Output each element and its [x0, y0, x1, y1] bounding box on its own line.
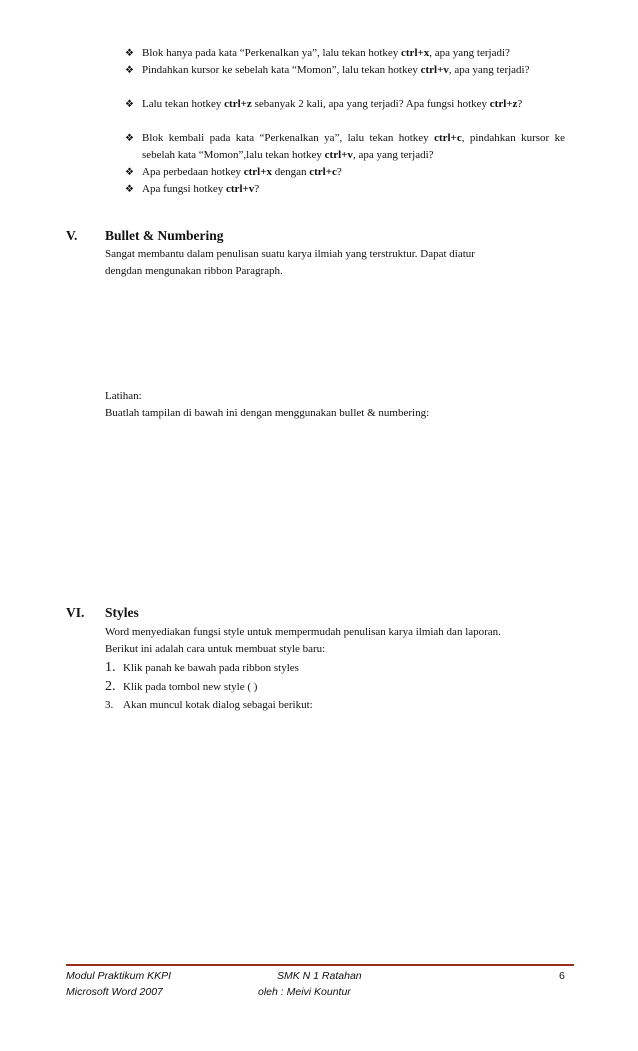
diamond-bullet-icon: ❖	[125, 184, 134, 195]
intro-line: Berikut ini adalah cara untuk membuat style baru:	[105, 643, 326, 655]
bullet-text-run: dengan	[271, 166, 310, 178]
bullet-text	[142, 164, 565, 181]
bullet-item	[125, 45, 565, 62]
hotkey-text: ctrl+v	[226, 183, 255, 195]
bullet-text-run: Pindahkan kursor ke sebelah kata “Momon”, lalu tekan hotkey	[142, 64, 421, 76]
bullet-text	[142, 45, 565, 62]
bullet-text	[142, 62, 565, 79]
bullet-text-run: , apa yang terjadi?	[352, 149, 434, 161]
bullet-text-run: Blok hanya pada kata “Perkenalkan ya”, lalu tekan hotkey	[142, 47, 402, 59]
bullet-text-run: ?	[254, 183, 260, 195]
section-title: Styles	[105, 605, 139, 620]
section-number: V.	[66, 228, 78, 243]
step-number: 2.	[105, 679, 116, 694]
diamond-bullet-icon: ❖	[125, 167, 134, 178]
exercise-label: Latihan:	[105, 390, 142, 402]
section-intro	[105, 246, 567, 280]
bullet-text	[142, 130, 565, 164]
bullet-item	[125, 181, 565, 198]
page-number: 6	[559, 970, 565, 982]
bullet-text-run: ?	[336, 166, 342, 178]
exercise-text: Buatlah tampilan di bawah ini dengan menggunakan bullet & numbering:	[105, 407, 430, 419]
section-number: VI.	[66, 605, 85, 620]
intro-line: dengdan mengunakan ribbon Paragraph.	[105, 265, 283, 277]
bullet-item	[125, 96, 565, 113]
bullet-text-run: Apa fungsi hotkey	[142, 183, 227, 195]
hotkey-text: ctrl+x	[243, 166, 272, 178]
step-number: 3.	[105, 699, 114, 711]
numbered-step	[105, 678, 257, 696]
diamond-bullet-icon: ❖	[125, 99, 134, 110]
bullet-item	[125, 164, 565, 181]
bullet-text	[142, 181, 565, 198]
hotkey-text: ctrl+c	[309, 166, 337, 178]
footer-module-title: Modul Praktikum KKPI	[66, 970, 172, 982]
hotkey-text: ctrl+c	[434, 132, 462, 144]
step-text: Klik pada tombol new style ( )	[123, 681, 258, 693]
bullet-text-run: sebanyak 2 kali, apa yang terjadi? Apa fungsi hotkey	[251, 98, 490, 110]
step-number: 1.	[105, 660, 116, 675]
step-text: Klik panah ke bawah pada ribbon styles	[123, 662, 299, 674]
bullet-text-run: Blok kembali pada kata “Perkenalkan ya”, lalu tekan hotkey	[142, 132, 435, 144]
footer-school: SMK N 1 Ratahan	[277, 970, 362, 982]
bullet-item	[125, 62, 565, 79]
hotkey-text: ctrl+v	[324, 149, 353, 161]
bullet-text-run: ?	[517, 98, 523, 110]
intro-line: Word menyediakan fungsi style untuk mempermudah penulisan karya ilmiah dan laporan.	[105, 626, 501, 638]
intro-line: Sangat membantu dalam penulisan suatu karya ilmiah yang terstruktur. Dapat diatur	[105, 248, 475, 260]
hotkey-text: ctrl+v	[420, 64, 449, 76]
bullet-text-run: Lalu tekan hotkey	[142, 98, 225, 110]
hotkey-text: ctrl+z	[489, 98, 518, 110]
bullet-text-run: Apa perbedaan hotkey	[142, 166, 244, 178]
exercise-block	[105, 388, 567, 422]
bullet-text-run: , pindahkan kursor ke sebelah kata “Momon”,lalu tekan hotkey	[142, 132, 565, 161]
footer-subtitle: Microsoft Word 2007	[66, 986, 163, 998]
footer-author: oleh : Meivi Kountur	[258, 986, 351, 998]
bullet-text-run: , apa yang terjadi?	[448, 64, 530, 76]
diamond-bullet-icon: ❖	[125, 133, 134, 144]
numbered-step	[105, 659, 299, 677]
diamond-bullet-icon: ❖	[125, 48, 134, 59]
bullet-text-run: , apa yang terjadi?	[429, 47, 510, 59]
footer-divider	[66, 964, 574, 966]
section-intro	[105, 624, 567, 658]
step-text: Akan muncul kotak dialog sebagai berikut:	[123, 699, 313, 711]
hotkey-text: ctrl+z	[224, 98, 252, 110]
section-title: Bullet & Numbering	[105, 228, 224, 243]
bullet-text	[142, 96, 565, 113]
hotkey-text: ctrl+x	[401, 47, 430, 59]
bullet-item	[125, 130, 565, 164]
numbered-step	[105, 697, 313, 714]
diamond-bullet-icon: ❖	[125, 65, 134, 76]
